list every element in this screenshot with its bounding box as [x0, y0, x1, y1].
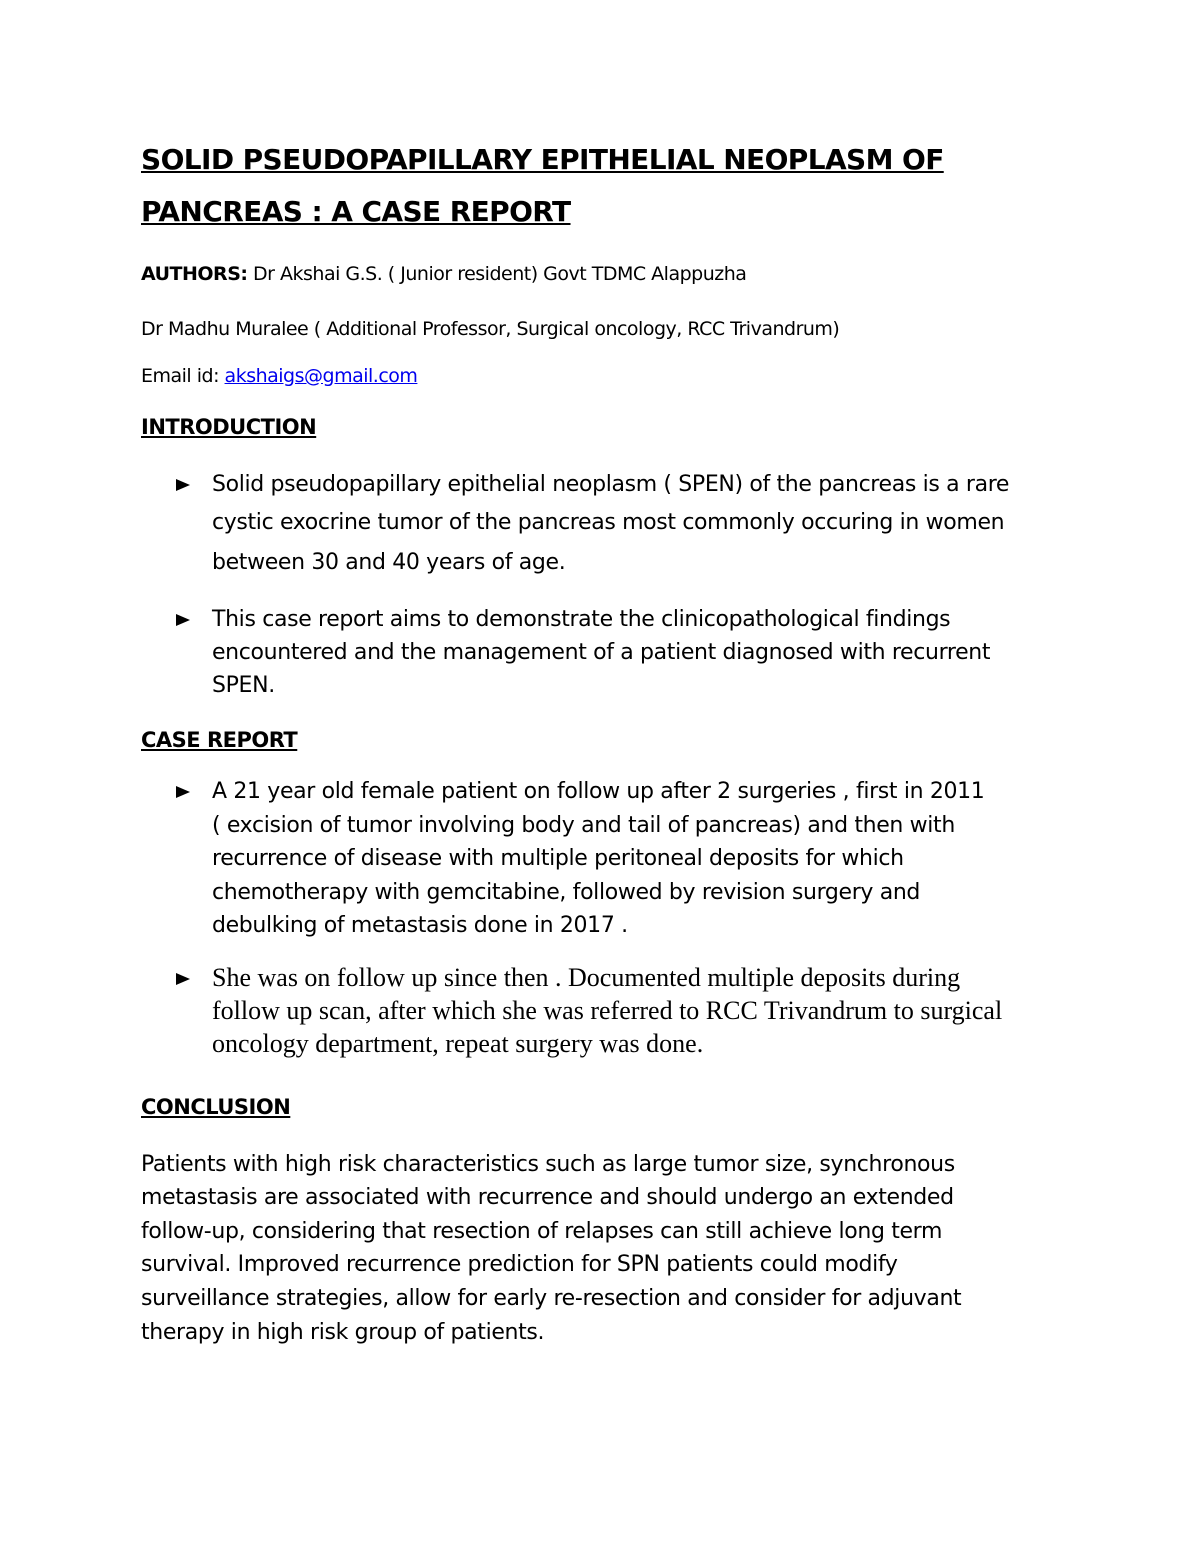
case-report-heading: CASE REPORT [141, 728, 298, 752]
intro-bullet-2-line-2: encountered and the management of a patient diagnosed with recurrent [212, 640, 991, 665]
case-bullet-1-line-4: chemotherapy with gemcitabine, followed by revision surgery and [212, 880, 921, 905]
bullet-arrow-icon [176, 786, 190, 798]
case-bullet-1-line-2: ( excision of tumor involving body and tail of pancreas) and then with [212, 813, 955, 838]
intro-bullet-2-line-1: This case report aims to demonstrate the clinicopathological findings [212, 607, 951, 632]
email-link[interactable]: akshaigs@gmail.com [224, 365, 418, 387]
conclusion-line-2: metastasis are associated with recurrence and should undergo an extended [141, 1185, 954, 1210]
case-bullet-2-line-1: She was on follow up since then . Documented multiple deposits during [212, 963, 961, 992]
conclusion-line-5: surveillance strategies, allow for early re-resection and consider for adjuvant [141, 1286, 962, 1311]
author-1: Dr Akshai G.S. ( Junior resident) Govt TDMC Alappuzha [247, 263, 747, 285]
conclusion-line-4: survival. Improved recurrence prediction for SPN patients could modify [141, 1252, 898, 1277]
intro-bullet-1-line-3: between 30 and 40 years of age. [212, 550, 566, 575]
intro-bullet-1-line-2: cystic exocrine tumor of the pancreas most commonly occuring in women [212, 510, 1005, 535]
authors-line [141, 263, 746, 285]
conclusion-line-1: Patients with high risk characteristics such as large tumor size, synchronous [141, 1152, 955, 1177]
case-bullet-1-line-1: A 21 year old female patient on follow up after 2 surgeries , first in 2011 [212, 779, 985, 804]
case-bullet-2-line-2: follow up scan, after which she was referred to RCC Trivandrum to surgical [212, 996, 1003, 1025]
case-bullet-1-line-3: recurrence of disease with multiple peritoneal deposits for which [212, 846, 904, 871]
conclusion-line-6: therapy in high risk group of patients. [141, 1320, 545, 1345]
authors-label: AUTHORS: [141, 263, 248, 285]
author-2: Dr Madhu Muralee ( Additional Professor, Surgical oncology, RCC Trivandrum) [141, 318, 840, 340]
intro-bullet-1-line-1: Solid pseudopapillary epithelial neoplasm ( SPEN) of the pancreas is a rare [212, 472, 1010, 497]
introduction-heading: INTRODUCTION [141, 415, 317, 439]
intro-bullet-2-line-3: SPEN. [212, 673, 275, 698]
document-title-line-2: PANCREAS : A CASE REPORT [141, 195, 571, 228]
email-label: Email id: [141, 365, 219, 387]
email-line [141, 365, 417, 387]
conclusion-line-3: follow-up, considering that resection of relapses can still achieve long term [141, 1219, 943, 1244]
bullet-arrow-icon [176, 479, 190, 491]
case-bullet-2-line-3: oncology department, repeat surgery was done. [212, 1029, 704, 1058]
document-title-line-1: SOLID PSEUDOPAPILLARY EPITHELIAL NEOPLASM OF [141, 143, 944, 176]
conclusion-heading: CONCLUSION [141, 1095, 291, 1119]
bullet-arrow-icon [176, 614, 190, 626]
case-bullet-1-line-5: debulking of metastasis done in 2017 . [212, 913, 628, 938]
bullet-arrow-icon [176, 973, 190, 985]
